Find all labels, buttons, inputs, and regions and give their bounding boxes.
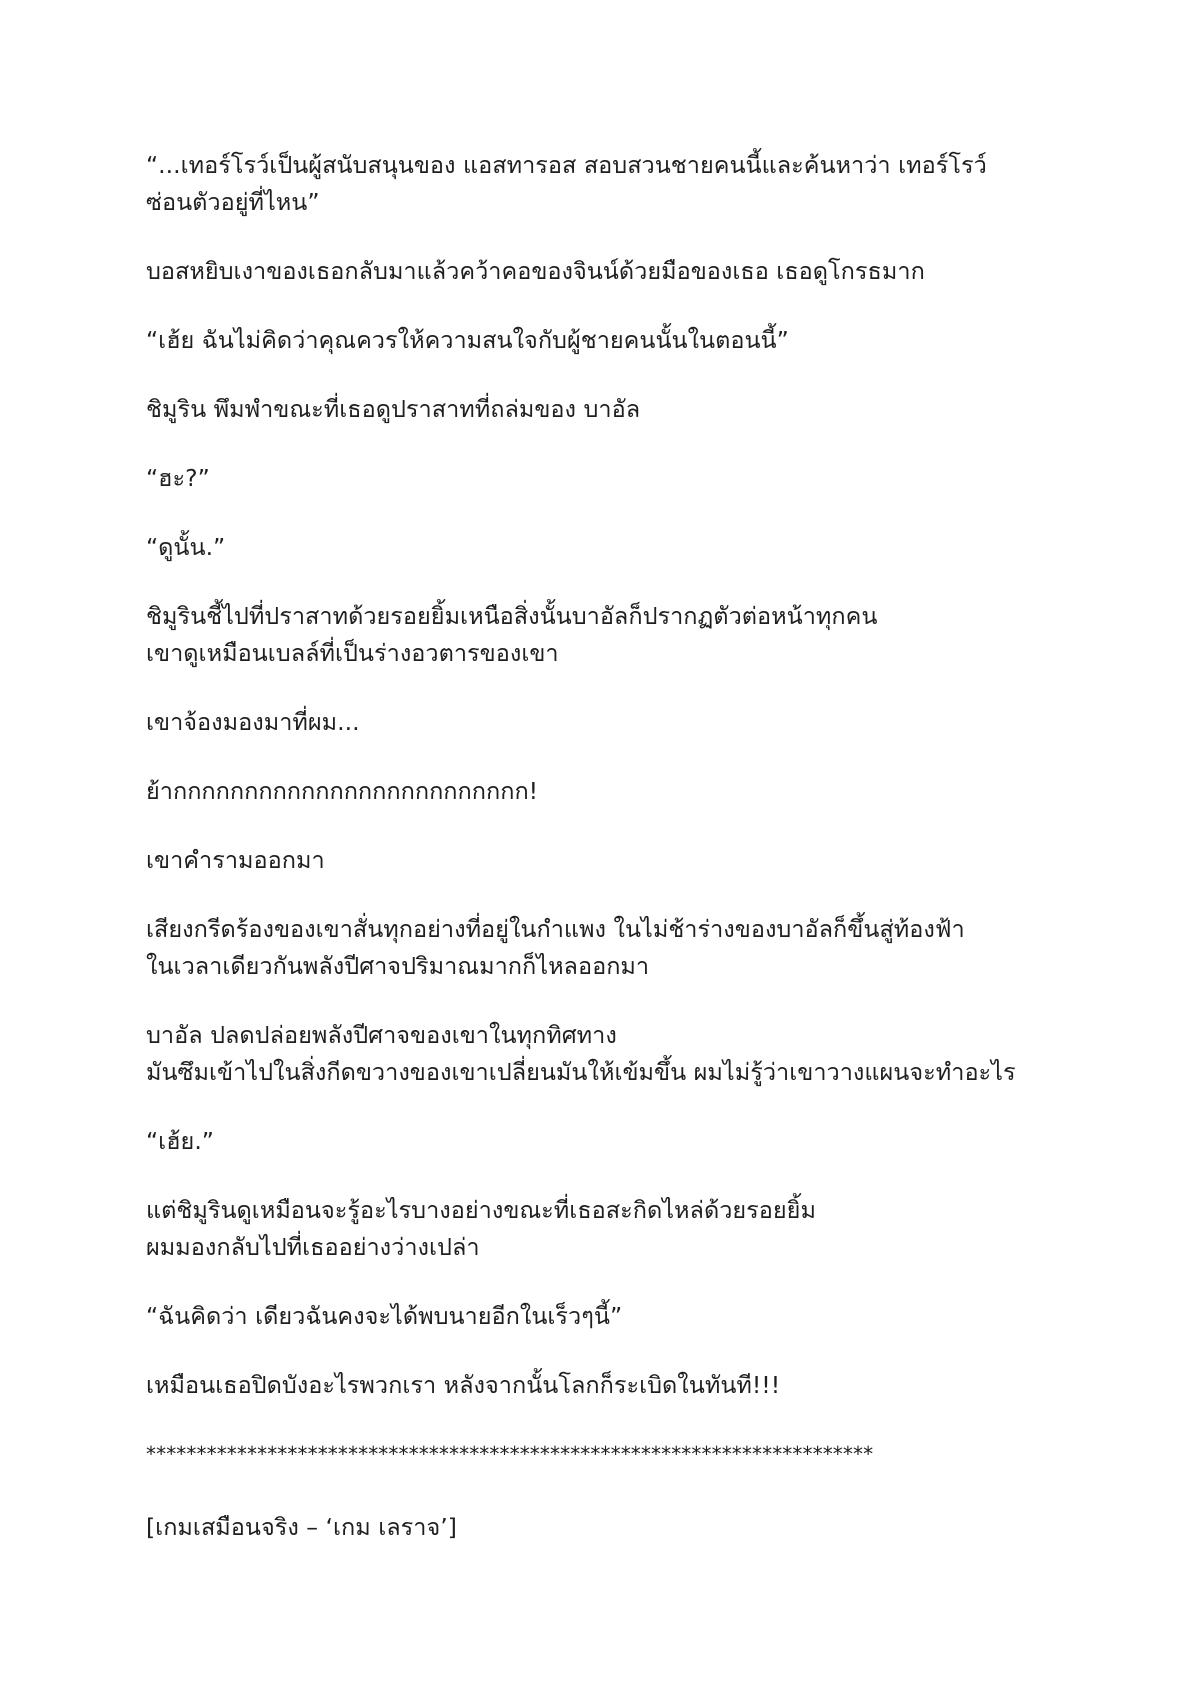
text-line: เขาคำรามออกมา <box>146 846 325 874</box>
section-separator: ************************************************************************ <box>146 1442 874 1466</box>
paragraph <box>146 773 1046 810</box>
paragraph <box>146 147 1046 221</box>
paragraph <box>146 529 1046 566</box>
paragraph <box>146 322 1046 359</box>
paragraph <box>146 704 1046 741</box>
text-line: “เฮ้ย ฉันไม่คิดว่าคุณควรให้ความสนใจกับผู้ชายคนนั้นในตอนนี้” <box>146 326 789 354</box>
paragraph <box>146 842 1046 879</box>
text-line: แต่ชิมูรินดูเหมือนจะรู้อะไรบางอย่างขณะที่เธอสะกิดไหล่ด้วยรอยยิ้ม <box>146 1196 816 1224</box>
text-line: ชิมูรินชี้ไปที่ปราสาทด้วยรอยยิ้มเหนือสิ่งนั้นบาอัลก็ปรากฏตัวต่อหน้าทุกคน <box>146 602 878 630</box>
text-line: ย้ากกกกกกกกกกกกกกกกกกกกกกกกก! <box>146 777 539 805</box>
text-line: ซ่อนตัวอยู่ที่ไหน” <box>146 188 320 216</box>
text-line: “ดูนั้น.” <box>146 533 226 561</box>
paragraph <box>146 391 1046 428</box>
text-line: “ฮะ?” <box>146 464 210 492</box>
text-line: มันซึมเข้าไปในสิ่งกีดขวางของเขาเปลี่ยนมันให้เข้มขึ้น ผมไม่รู้ว่าเขาวางแผนจะทำอะไร <box>146 1058 1016 1086</box>
paragraph <box>146 1192 1046 1266</box>
paragraph <box>146 460 1046 497</box>
text-line: เขาดูเหมือนเบลล์ที่เป็นร่างอวตารของเขา <box>146 639 559 667</box>
text-line: “ฉันคิดว่า เดียวฉันคงจะได้พบนายอีกในเร็วๆนี้” <box>146 1302 623 1330</box>
paragraph <box>146 1017 1046 1091</box>
text-line: เหมือนเธอปิดบังอะไรพวกเรา หลังจากนั้นโลกก็ระเบิดในทันที!!! <box>146 1371 781 1399</box>
paragraph <box>146 1298 1046 1335</box>
paragraph <box>146 1123 1046 1160</box>
chapter-footer: [เกมเสมือนจริง – ‘เกม เลราจ’] <box>146 1513 457 1541</box>
text-line: ผมมองกลับไปที่เธออย่างว่างเปล่า <box>146 1233 480 1261</box>
paragraph <box>146 1367 1046 1404</box>
text-line: เขาจ้องมองมาที่ผม... <box>146 708 360 736</box>
paragraph <box>146 598 1046 672</box>
text-line: “เฮ้ย.” <box>146 1127 214 1155</box>
text-line: ในเวลาเดียวกันพลังปีศาจปริมาณมากก็ไหลออกมา <box>146 952 650 980</box>
text-line: เสียงกรีดร้องของเขาสั่นทุกอย่างที่อยู่ในกำแพง ในไม่ช้าร่างของบาอัลก็ขึ้นสู่ท้องฟ้า <box>146 915 965 943</box>
paragraph <box>146 253 1046 290</box>
document-body <box>146 147 1046 1578</box>
text-line: ชิมูริน พึมพำขณะที่เธอดูปราสาทที่ถล่มของ บาอัล <box>146 395 641 423</box>
text-line: บอสหยิบเงาของเธอกลับมาแล้วคว้าคอของจินน์ด้วยมือของเธอ เธอดูโกรธมาก <box>146 257 925 285</box>
text-line: บาอัล ปลดปล่อยพลังปีศาจของเขาในทุกทิศทาง <box>146 1021 617 1049</box>
paragraph <box>146 911 1046 985</box>
text-line: “...เทอร์โรว์เป็นผู้สนับสนุนของ แอสทารอส สอบสวนชายคนนี้และค้นหาว่า เทอร์โรว์ <box>146 151 987 179</box>
